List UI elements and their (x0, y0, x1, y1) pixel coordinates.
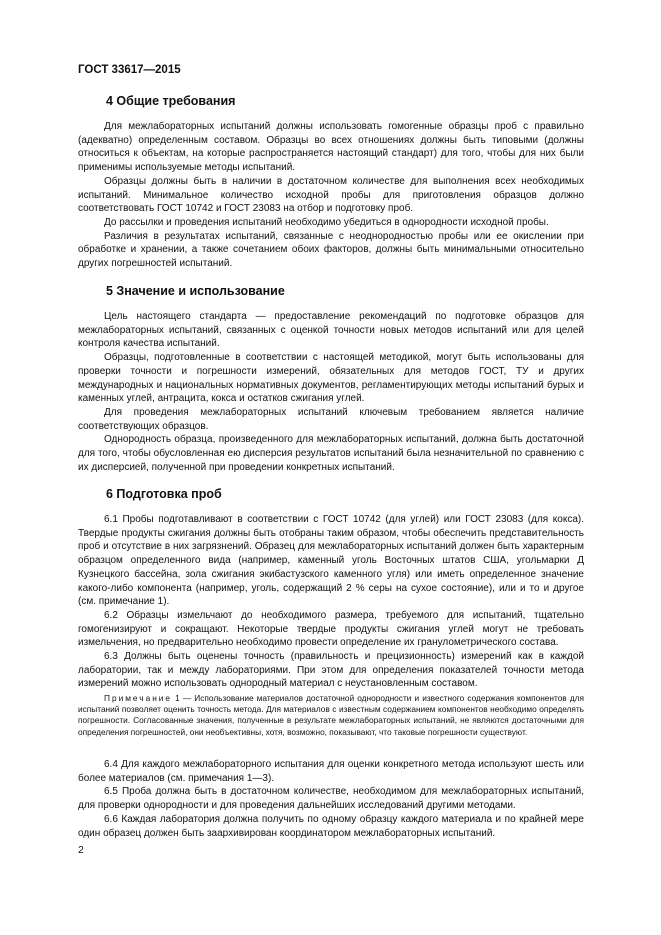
paragraph: Различия в результатах испытаний, связанные с неоднородностью пробы или ее окислении при обработке и хранении, а также сочетанием обоих факторов, должны быть минимальными относительно других погрешностей испытаний. (78, 230, 584, 270)
paragraph: Для межлабораторных испытаний должны использовать гомогенные образцы проб с правильно (адекватно) определенным составом. Образцы во всех отношениях должны быть типовыми (должны относиться к объектам, на которые распространяется настоящий стандарт) для того, чтобы для них были применимы используемые методы испытаний. (78, 121, 584, 174)
paragraph: До рассылки и проведения испытаний необходимо убедиться в однородности исходной пробы. (104, 216, 549, 228)
paragraph: Цель настоящего стандарта — предоставление рекомендаций по подготовке образцов для межлабораторных испытаний, связанных с оценкой точности новых методов испытаний или для целей контроля качества испытаний. (78, 311, 584, 350)
note-text: 1 — Использование материалов достаточной однородности и известного содержания компонентов для испытаний позволяет оценить точность метода. Для материалов с известным содержанием компонентов необходимо определять погрешности. Согласованные значения, полученные в результате межлабораторных испытаний, не являются достаточными для определения погрешностей, они необъективны, хотя, возможно, показывают, что таковые погрешности существуют. (78, 693, 585, 737)
section-4-title: 4 Общие требования (106, 94, 236, 108)
section-5-title: 5 Значение и использование (106, 284, 285, 298)
section-5-body (78, 310, 584, 474)
paragraph: Образцы должны быть в наличии в достаточном количестве для выполнения всех необходимых испытаний. Минимальное количество исходной пробы для приготовления образцов должно соответствовать ГОСТ 10742 и ГОСТ 23083 на отбор и подготовку проб. (78, 175, 584, 215)
paragraph: Однородность образца, произведенного для межлабораторных испытаний, должна быть достаточной для того, чтобы обусловленная ею дисперсия результатов испытаний была незначительной по сравнению с их дисперсией, полученной при проведении конкретных испытаний. (78, 434, 584, 473)
section-4-body (78, 120, 584, 271)
paragraph: Образцы, подготовленные в соответствии с настоящей методикой, могут быть использованы для проверки точности и погрешности измерений, обязательных для методов ГОСТ, ТУ и других международных и национальных нормативных документов, регламентирующих методы испытаний бурых и каменных углей, антрацита, кокса и остатков сжигания углей. (78, 352, 584, 405)
paragraph: 6.4 Для каждого межлабораторного испытания для оценки конкретного метода используют шесть или более материалов (см. примечания 1—3). (78, 759, 584, 784)
paragraph: 6.3 Должны быть оценены точность (правильность и прецизионность) измерений как в каждой лаборатории, так и между лабораториями. При этом для определения показателей точности метода измерений можно использовать однородный материал с неустановленным составом. (78, 651, 584, 690)
note-label: Примечание (104, 693, 173, 703)
paragraph: 6.6 Каждая лаборатория должна получить по одному образцу каждого материала и по крайней мере один образец должен быть заархивирован координатором межлабораторных испытаний. (78, 813, 584, 839)
section-6-title: 6 Подготовка проб (106, 487, 222, 501)
paragraph: 6.1 Пробы подготавливают в соответствии с ГОСТ 10742 (для углей) или ГОСТ 23083 (для кокса). Твердые продукты сжигания должны быть отобраны таким образом, чтобы обеспечить представительность проб и отсутствие в них загрязнений. Образец для межлабораторных испытаний должен быть характерным образцом определенного вида (например, каменный уголь Восточных штатов США, угольмарки Д Кузнецкого бассейна, зола сжигания экибастузского каменного угля) или иметь определенное значение какого-либо компонента (например, уголь, содержащий 2 % серы на сухое состояние), или и то и другое (см. примечание 1). (78, 514, 584, 608)
section-6-body (78, 513, 584, 691)
page-number: 2 (78, 844, 84, 856)
paragraph: 6.5 Проба должна быть в достаточном количестве, необходимом для межлабораторных испытаний, для проверки однородности и для проведения дальнейших исследований другими методами. (78, 786, 584, 812)
paragraph: 6.2 Образцы измельчают до необходимого размера, требуемого для испытаний, тщательно гомогенизируют и сокращают. Некоторые твердые продукты сжигания углей могут не требовать измельчения, но предварительно необходимо провести определение их гранулометрического состава. (78, 609, 584, 649)
paragraph: Для проведения межлабораторных испытаний ключевым требованием является наличие соответствующих образцов. (78, 406, 584, 432)
note-1 (78, 693, 584, 738)
section-6-body-cont (78, 758, 584, 840)
document-id: ГОСТ 33617—2015 (78, 64, 181, 76)
